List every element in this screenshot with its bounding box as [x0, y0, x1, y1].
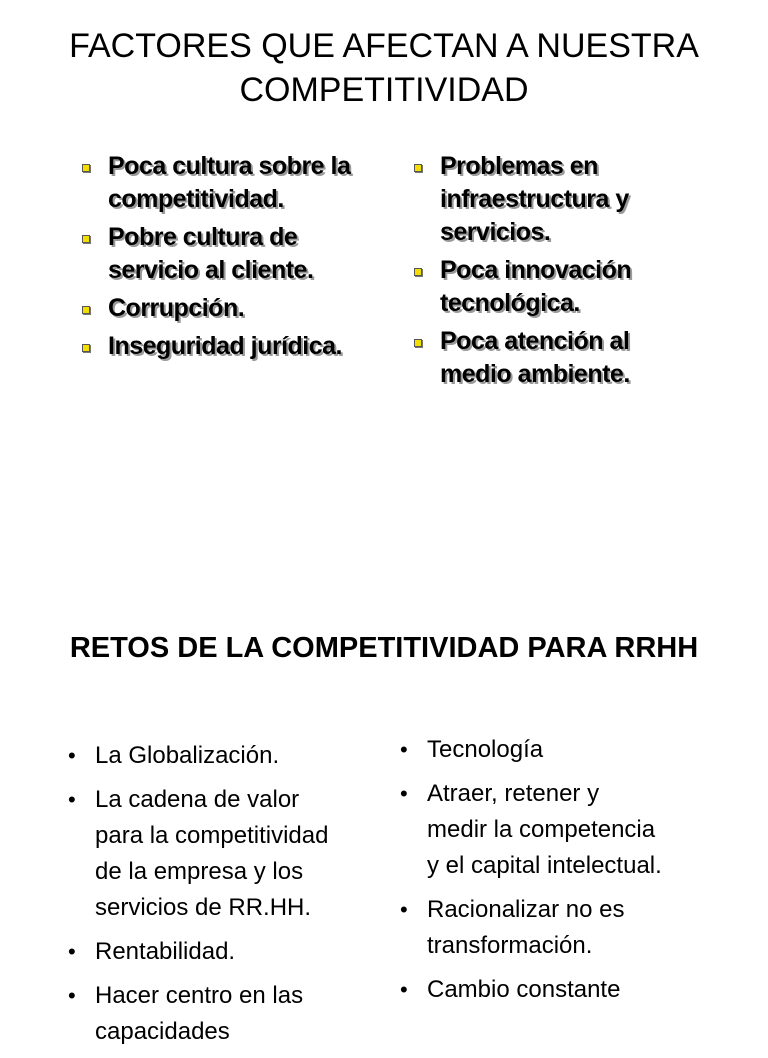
title-line: COMPETITIVIDAD: [239, 71, 529, 109]
list-item-text: Racionalizar no es: [427, 896, 625, 923]
list-item-text: servicio al cliente.: [108, 256, 314, 284]
list-item-text: La cadena de valor: [95, 786, 300, 813]
list-item: [66, 934, 376, 970]
list-item: [410, 254, 730, 320]
list-item: [398, 892, 718, 964]
list-item-text: transformación.: [427, 932, 593, 959]
list-item-text: Poca innovación: [440, 256, 632, 284]
list-item-text: servicios de RR.HH.: [95, 894, 312, 921]
bullet-dot-icon: •: [68, 939, 76, 964]
bullet-dot-icon: •: [68, 983, 76, 1008]
list-item: [66, 978, 376, 1050]
bullet-dot-icon: •: [68, 743, 76, 768]
list-item: [66, 738, 376, 774]
title-line: FACTORES QUE AFECTAN A NUESTRA: [69, 27, 699, 65]
square-bullet-icon: [82, 306, 90, 314]
square-bullet-icon: [414, 339, 422, 347]
slide-title: [20, 24, 748, 112]
list-item-text: capacidades: [95, 1018, 230, 1045]
list-item-text: para la competitividad: [95, 822, 329, 849]
list-item-text: Tecnología: [427, 736, 544, 763]
bullet-dot-icon: •: [400, 897, 408, 922]
list-item-text: servicios.: [440, 218, 551, 246]
list-item-text: medir la competencia: [427, 816, 656, 843]
list-item-text: Problemas en: [440, 152, 598, 180]
slide-retos: [0, 580, 768, 1045]
square-bullet-icon: [82, 164, 90, 172]
list-item: [78, 221, 378, 287]
list-item: [78, 292, 378, 325]
bullet-list-left: [78, 150, 378, 368]
bullet-list-right: [410, 150, 730, 396]
list-item: [398, 972, 718, 1008]
list-item-text: Atraer, retener y: [427, 780, 600, 807]
list-item-text: medio ambiente.: [440, 360, 630, 388]
list-item-text: tecnológica.: [440, 289, 580, 317]
list-item: [398, 776, 718, 884]
slide-title: RETOS DE LA COMPETITIVIDAD PARA RRHH: [69, 632, 699, 664]
list-item-text: competitividad.: [108, 185, 284, 213]
square-bullet-icon: [414, 164, 422, 172]
square-bullet-icon: [82, 235, 90, 243]
bullet-list-right: [398, 732, 718, 1016]
bullet-dot-icon: •: [68, 787, 76, 812]
list-item-text: Inseguridad jurídica.: [108, 332, 342, 360]
list-item-text: Pobre cultura de: [108, 223, 298, 251]
list-item: [410, 150, 730, 249]
list-item: [78, 150, 378, 216]
list-item: [78, 330, 378, 363]
list-item-text: Poca atención al: [440, 327, 630, 355]
list-item-text: Cambio constante: [427, 976, 621, 1003]
bullet-list-left: [66, 738, 376, 1058]
list-item-text: Rentabilidad.: [95, 938, 236, 965]
list-item: [398, 732, 718, 768]
square-bullet-icon: [414, 268, 422, 276]
list-item-text: infraestructura y: [440, 185, 629, 213]
list-item-text: Hacer centro en las: [95, 982, 304, 1009]
list-item-text: de la empresa y los: [95, 858, 304, 885]
list-item: [410, 325, 730, 391]
list-item: [66, 782, 376, 926]
list-item-text: y el capital intelectual.: [427, 852, 662, 879]
bullet-dot-icon: •: [400, 781, 408, 806]
bullet-dot-icon: •: [400, 737, 408, 762]
list-item-text: Corrupción.: [108, 294, 245, 322]
bullet-dot-icon: •: [400, 977, 408, 1002]
square-bullet-icon: [82, 344, 90, 352]
list-item-text: La Globalización.: [95, 742, 280, 769]
list-item-text: Poca cultura sobre la: [108, 152, 351, 180]
